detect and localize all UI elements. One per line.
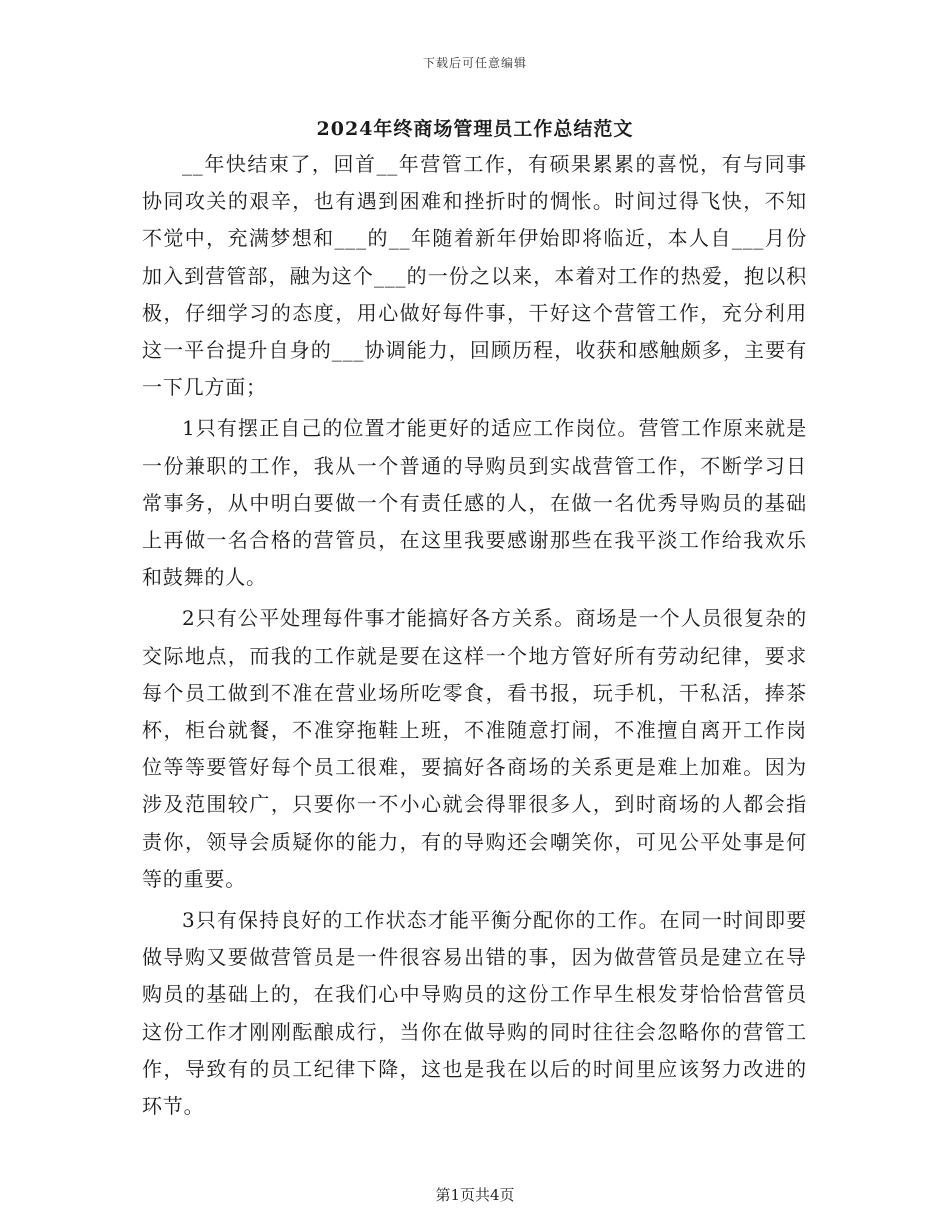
- paragraph-point-3: 3只有保持良好的工作状态才能平衡分配你的工作。在同一时间即要做导购又要做营管员是一件很容易出错的事，因为做营管员是建立在导购员的基础上的，在我们心中导购员的这份工作早生根发芽恰恰营管员这份工作才刚刚酝酿成行，当你在做导购的同时往往会忽略你的营管工作，导致有的员工纪律下降，这也是我在以后的时间里应该努力改进的环节。: [142, 908, 807, 1119]
- paragraph-point-2: 2只有公平处理每件事才能搞好各方关系。商场是一个人员很复杂的交际地点，而我的工作就是要在这样一个地方管好所有劳动纪律，要求每个员工做到不准在营业场所吃零食，看书报，玩手机，干私活，捧茶杯，柜台就餐，不准穿拖鞋上班，不准随意打闹，不准擅自离开工作岗位等等要管好每个员工很难，要搞好各商场的关系更是难上加难。因为涉及范围较广，只要你一不小心就会得罪很多人，到时商场的人都会指责你，领导会质疑你的能力，有的导购还会嘲笑你，可见公平处事是何等的重要。: [142, 606, 807, 891]
- page-number-footer: 第1页共4页: [435, 1186, 515, 1204]
- document-body: [142, 146, 807, 1125]
- paragraph-point-1: 1只有摆正自己的位置才能更好的适应工作岗位。营管工作原来就是一份兼职的工作，我从一个普通的导购员到实战营管工作，不断学习日常事务，从中明白要做一个有责任感的人，在做一名优秀导购员的基础上再做一名合格的营管员，在这里我要感谢那些在我平淡工作给我欢乐和鼓舞的人。: [142, 416, 807, 590]
- page-header-note: 下载后可任意编辑: [422, 56, 527, 70]
- paragraph-intro: __年快结束了，回首__年营管工作，有硕果累累的喜悦，有与同事协同攻关的艰辛，也有遇到困难和挫折时的惆怅。时间过得飞快，不知不觉中，充满梦想和___的__年随着新年伊始即将临近，本人自___月份加入到营管部，融为这个___的一份之以来，本着对工作的热爱，抱以积极，仔细学习的态度，用心做好每件事，干好这个营管工作，充分利用这一平台提升自身的___协调能力，回顾历程，收获和感触颇多，主要有一下几方面；: [142, 152, 807, 400]
- document-title: 2024年终商场管理员工作总结范文: [316, 118, 634, 140]
